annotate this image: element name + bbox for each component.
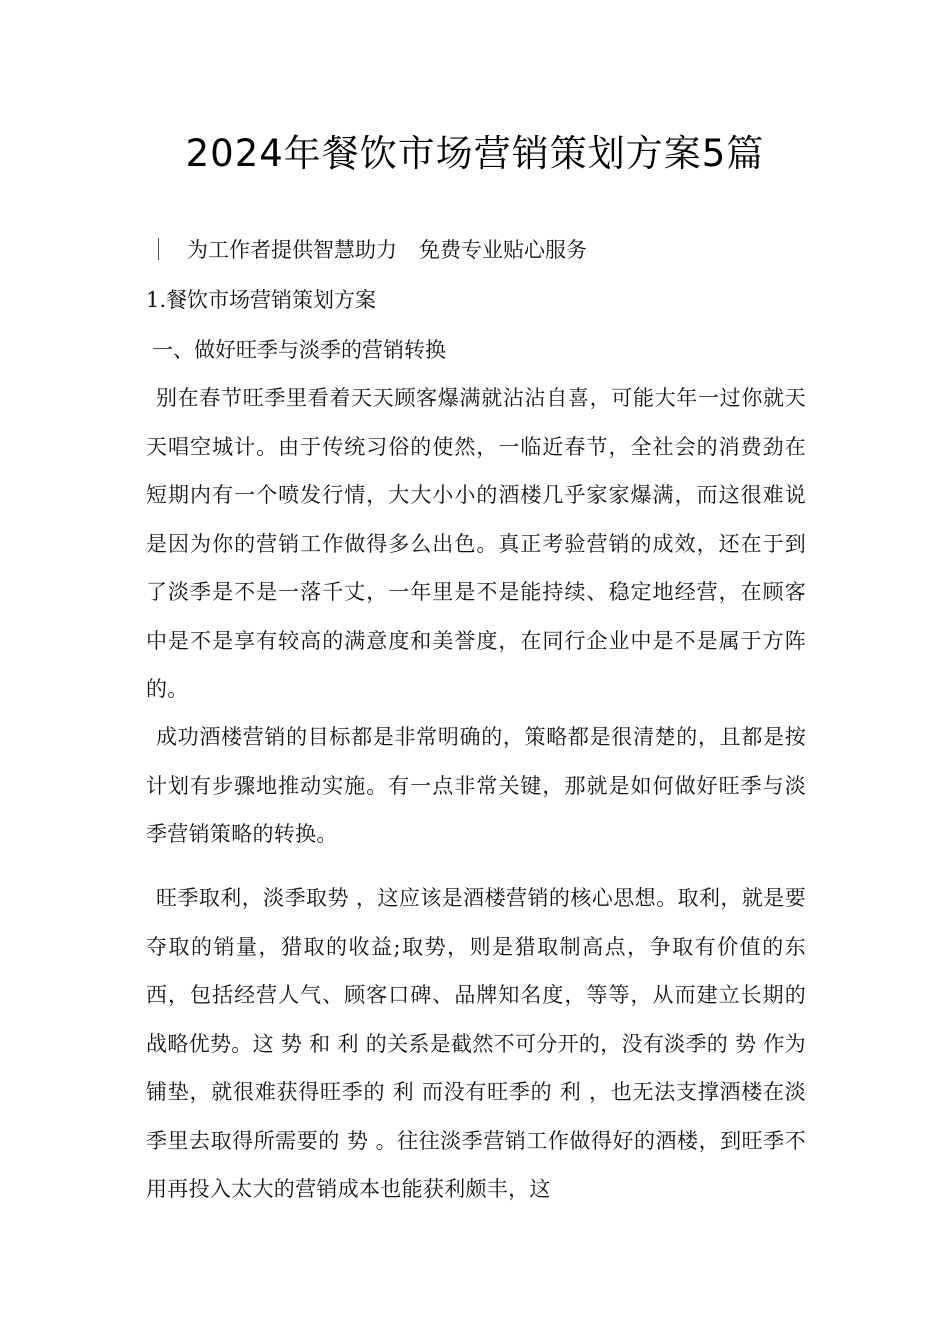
tagline — [152, 234, 812, 266]
paragraph-1: 别在春节旺季里看着天天顾客爆满就沾沾自喜，可能大年一过你就天天唱空城计。由于传统习俗的使然，一临近春节，全社会的消费劲在短期内有一个喷发行情，大大小小的酒楼几乎家家爆满，而这很难说是因为你的营销工作做得多么出色。真正考验营销的成效，还在于到了淡季是不是一落千丈，一年里是不是能持续、稳定地经营，在顾客中是不是享有较高的满意度和美誉度，在同行企业中是不是属于方阵的。 — [146, 386, 806, 701]
tagline-divider — [158, 238, 159, 260]
tagline-part-1: 为工作者提供智慧助力 — [187, 238, 397, 262]
subheading: 一、做好旺季与淡季的营销转换 — [152, 338, 446, 362]
paragraph-3: 旺季取利，淡季取势 ，这应该是酒楼营销的核心思想。取利，就是要夺取的销量，猎取的收益;取势，则是猎取制高点，争取有价值的东西，包括经营人气、顾客口碑、品牌知名度，等等，从而建立长期的战略优势。这 势 和 利 的关系是截然不可分开的，没有淡季的 势 作为铺垫，就很难获得旺季的 利 而没有旺季的 利 ，也无法支撑酒楼在淡季里去取得所需要的 势 。往往淡季营销工作做得好的酒楼，到旺季不用再投入太大的营销成本也能获利颇丰，这 — [146, 886, 806, 1201]
document-title: 2024年餐饮市场营销策划方案5篇 — [185, 132, 765, 175]
paragraph-2: 成功酒楼营销的目标都是非常明确的，策略都是很清楚的，且都是按计划有步骤地推动实施。有一点非常关键，那就是如何做好旺季与淡季营销策略的转换。 — [146, 725, 806, 846]
tagline-part-2: 免费专业贴心服务 — [419, 238, 587, 262]
section-heading: 1.餐饮市场营销策划方案 — [146, 288, 377, 312]
